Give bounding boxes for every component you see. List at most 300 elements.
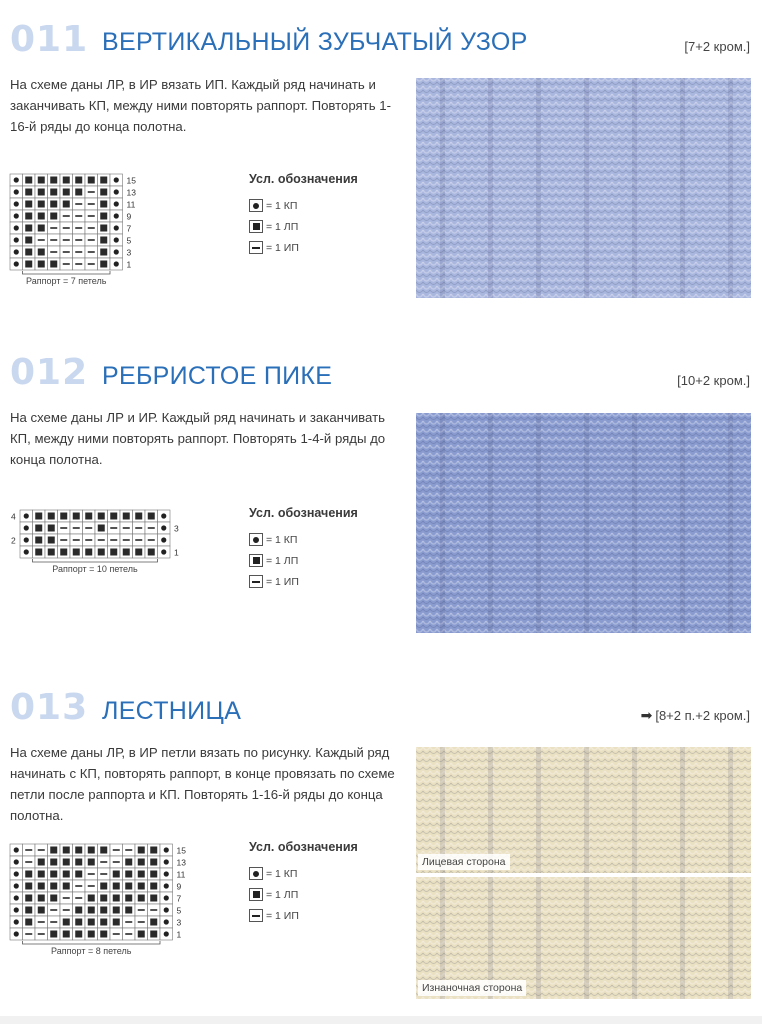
front-loop-stitch-mark bbox=[38, 213, 45, 220]
front-loop-stitch-mark bbox=[25, 919, 32, 926]
front-loop-stitch-mark bbox=[100, 847, 107, 854]
front-loop-stitch-mark bbox=[110, 513, 117, 520]
front-loop-stitch-mark bbox=[113, 871, 120, 878]
purl-stitch-mark bbox=[38, 933, 45, 935]
front-loop-stitch-mark bbox=[75, 871, 82, 878]
purl-stitch-mark bbox=[63, 215, 70, 217]
knit-stitch-mark bbox=[164, 883, 169, 888]
front-loop-stitch-mark bbox=[75, 189, 82, 196]
row-number-label: 13 bbox=[176, 857, 186, 868]
purl-stitch-mark bbox=[110, 539, 117, 541]
knit-stitch-mark bbox=[14, 225, 19, 230]
knit-stitch-mark bbox=[14, 919, 19, 924]
front-loop-stitch-mark bbox=[50, 883, 57, 890]
purl-stitch-mark bbox=[88, 251, 95, 253]
purl-stitch-mark bbox=[50, 251, 57, 253]
front-loop-stitch-mark bbox=[88, 907, 95, 914]
front-loop-stitch-mark bbox=[38, 189, 45, 196]
knit-stitch-mark bbox=[14, 213, 19, 218]
photo-caption: Лицевая сторона bbox=[418, 854, 510, 870]
legend-label: = 1 ЛП bbox=[266, 220, 299, 233]
purl-stitch-mark bbox=[113, 861, 120, 863]
purl-stitch-mark bbox=[38, 849, 45, 851]
front-loop-stitch-mark bbox=[63, 931, 70, 938]
front-loop-stitch-mark bbox=[125, 871, 132, 878]
knit-stitch-mark bbox=[164, 847, 169, 852]
front-loop-stitch-mark bbox=[150, 931, 157, 938]
front-loop-stitch-mark bbox=[75, 847, 82, 854]
purl-stitch-mark bbox=[63, 263, 70, 265]
row-number-label: 15 bbox=[126, 175, 136, 186]
front-loop-stitch-mark bbox=[100, 249, 107, 256]
front-loop-stitch-mark bbox=[135, 513, 142, 520]
row-number-label: 5 bbox=[126, 235, 132, 246]
front-loop-stitch-mark bbox=[63, 177, 70, 184]
knit-stitch-mark bbox=[14, 847, 19, 852]
purl-stitch-mark bbox=[88, 263, 95, 265]
knit-stitch-mark bbox=[24, 513, 29, 518]
knit-stitch-mark bbox=[161, 525, 166, 530]
front-loop-stitch-mark bbox=[148, 513, 155, 520]
purl-stitch-mark bbox=[50, 239, 57, 241]
knit-stitch-mark bbox=[164, 919, 169, 924]
front-loop-stitch-mark bbox=[50, 871, 57, 878]
purl-stitch-mark bbox=[38, 921, 45, 923]
legend-label: = 1 ЛП bbox=[266, 554, 299, 567]
purl-stitch-mark bbox=[113, 849, 120, 851]
front-loop-stitch-mark bbox=[25, 249, 32, 256]
pattern-photo-back bbox=[416, 877, 751, 999]
row-number-label: 1 bbox=[174, 547, 179, 558]
front-loop-stitch-mark bbox=[88, 859, 95, 866]
purl-stitch-mark bbox=[88, 227, 95, 229]
front-loop-stitch-mark bbox=[38, 177, 45, 184]
knit-stitch-mark bbox=[14, 871, 19, 876]
square-symbol-icon bbox=[249, 888, 263, 901]
knit-stitch-mark bbox=[164, 895, 169, 900]
front-loop-stitch-mark bbox=[25, 261, 32, 268]
row-number-label: 3 bbox=[176, 917, 182, 928]
front-loop-stitch-mark bbox=[85, 513, 92, 520]
purl-stitch-mark bbox=[63, 897, 70, 899]
front-loop-stitch-mark bbox=[35, 525, 42, 532]
knitting-chart bbox=[10, 174, 143, 290]
front-loop-stitch-mark bbox=[100, 895, 107, 902]
purl-stitch-mark bbox=[138, 921, 145, 923]
pattern-number: 013 bbox=[10, 687, 89, 728]
front-loop-stitch-mark bbox=[50, 895, 57, 902]
front-loop-stitch-mark bbox=[50, 261, 57, 268]
knit-stitch-mark bbox=[14, 859, 19, 864]
purl-stitch-mark bbox=[75, 897, 82, 899]
legend-title: Усл. обозначения bbox=[249, 506, 358, 520]
front-loop-stitch-mark bbox=[38, 201, 45, 208]
front-loop-stitch-mark bbox=[75, 931, 82, 938]
front-loop-stitch-mark bbox=[138, 883, 145, 890]
purl-stitch-mark bbox=[125, 849, 132, 851]
front-loop-stitch-mark bbox=[63, 919, 70, 926]
knit-stitch-mark bbox=[114, 177, 119, 182]
front-loop-stitch-mark bbox=[138, 931, 145, 938]
purl-stitch-mark bbox=[75, 227, 82, 229]
pattern-number: 012 bbox=[10, 352, 89, 393]
purl-stitch-mark bbox=[75, 215, 82, 217]
front-loop-stitch-mark bbox=[75, 919, 82, 926]
front-loop-stitch-mark bbox=[38, 249, 45, 256]
purl-stitch-mark bbox=[75, 263, 82, 265]
front-loop-stitch-mark bbox=[123, 549, 130, 556]
purl-stitch-mark bbox=[123, 527, 130, 529]
stitch-count: [7+2 кром.] bbox=[684, 39, 750, 54]
purl-stitch-mark bbox=[125, 921, 132, 923]
front-loop-stitch-mark bbox=[48, 525, 55, 532]
purl-stitch-mark bbox=[98, 539, 105, 541]
legend-item-knit bbox=[249, 529, 399, 550]
row-number-label: 13 bbox=[126, 187, 136, 198]
front-loop-stitch-mark bbox=[73, 549, 80, 556]
pattern-description: На схеме даны ЛР, в ИР вязать ИП. Каждый ряд начинать и заканчивать КП, между ними повторять раппорт. Повторять 1-16-й ряды до конца полотна. bbox=[10, 77, 391, 134]
purl-stitch-mark bbox=[25, 849, 32, 851]
photo-caption: Изнаночная сторона bbox=[418, 980, 526, 996]
front-loop-stitch-mark bbox=[48, 513, 55, 520]
purl-stitch-mark bbox=[123, 539, 130, 541]
front-loop-stitch-mark bbox=[113, 895, 120, 902]
front-loop-stitch-mark bbox=[138, 895, 145, 902]
front-loop-stitch-mark bbox=[25, 177, 32, 184]
front-loop-stitch-mark bbox=[38, 883, 45, 890]
purl-stitch-mark bbox=[88, 885, 95, 887]
front-loop-stitch-mark bbox=[100, 201, 107, 208]
pattern-title: ЛЕСТНИЦА bbox=[102, 697, 242, 725]
knit-stitch-mark bbox=[161, 537, 166, 542]
row-number-label: 1 bbox=[176, 929, 182, 940]
front-loop-stitch-mark bbox=[150, 919, 157, 926]
purl-stitch-mark bbox=[88, 203, 95, 205]
knit-stitch-mark bbox=[14, 931, 19, 936]
knit-stitch-mark bbox=[14, 907, 19, 912]
dash-symbol-icon bbox=[249, 909, 263, 922]
front-loop-stitch-mark bbox=[25, 225, 32, 232]
knit-stitch-mark bbox=[24, 537, 29, 542]
knit-stitch-mark bbox=[114, 189, 119, 194]
row-number-label: 3 bbox=[174, 523, 179, 534]
dot-symbol-icon bbox=[249, 867, 263, 880]
front-loop-stitch-mark bbox=[60, 513, 67, 520]
front-loop-stitch-mark bbox=[98, 525, 105, 532]
chart-svg bbox=[10, 174, 143, 290]
knit-stitch-mark bbox=[164, 871, 169, 876]
pattern-description: На схеме даны ЛР, в ИР петли вязать по рисунку. Каждый ряд начинать с КП, повторять раппорт, в конце провязать по схеме петли после раппорта и КП. Повторять 1-16-й ряды до конца полотна. bbox=[10, 745, 395, 823]
purl-stitch-mark bbox=[63, 909, 70, 911]
rapport-label: Раппорт = 8 петель bbox=[51, 946, 132, 956]
front-loop-stitch-mark bbox=[35, 513, 42, 520]
front-loop-stitch-mark bbox=[110, 549, 117, 556]
front-loop-stitch-mark bbox=[148, 549, 155, 556]
front-loop-stitch-mark bbox=[100, 919, 107, 926]
knit-stitch-mark bbox=[14, 261, 19, 266]
front-loop-stitch-mark bbox=[100, 261, 107, 268]
purl-stitch-mark bbox=[63, 239, 70, 241]
front-loop-stitch-mark bbox=[85, 549, 92, 556]
purl-stitch-mark bbox=[75, 251, 82, 253]
purl-stitch-mark bbox=[60, 539, 67, 541]
knit-stitch-mark bbox=[114, 237, 119, 242]
front-loop-stitch-mark bbox=[138, 859, 145, 866]
row-number-label: 9 bbox=[176, 881, 182, 892]
front-loop-stitch-mark bbox=[88, 895, 95, 902]
front-loop-stitch-mark bbox=[88, 919, 95, 926]
front-loop-stitch-mark bbox=[50, 859, 57, 866]
front-loop-stitch-mark bbox=[63, 847, 70, 854]
purl-stitch-mark bbox=[75, 203, 82, 205]
front-loop-stitch-mark bbox=[150, 847, 157, 854]
front-loop-stitch-mark bbox=[35, 549, 42, 556]
legend-label: = 1 КП bbox=[266, 533, 298, 546]
front-loop-stitch-mark bbox=[125, 907, 132, 914]
front-loop-stitch-mark bbox=[88, 847, 95, 854]
purl-stitch-mark bbox=[135, 527, 142, 529]
front-loop-stitch-mark bbox=[63, 859, 70, 866]
front-loop-stitch-mark bbox=[38, 859, 45, 866]
legend bbox=[249, 506, 399, 592]
purl-stitch-mark bbox=[110, 527, 117, 529]
front-loop-stitch-mark bbox=[100, 883, 107, 890]
dot-symbol-icon bbox=[249, 199, 263, 212]
row-number-label: 1 bbox=[126, 259, 132, 270]
purl-stitch-mark bbox=[63, 251, 70, 253]
square-symbol-icon bbox=[249, 220, 263, 233]
front-loop-stitch-mark bbox=[38, 261, 45, 268]
legend bbox=[249, 172, 399, 258]
row-number-label: 11 bbox=[126, 199, 136, 210]
front-loop-stitch-mark bbox=[50, 931, 57, 938]
purl-stitch-mark bbox=[148, 527, 155, 529]
front-loop-stitch-mark bbox=[98, 513, 105, 520]
front-loop-stitch-mark bbox=[100, 237, 107, 244]
knit-stitch-mark bbox=[114, 261, 119, 266]
front-loop-stitch-mark bbox=[38, 895, 45, 902]
knit-texture-image bbox=[416, 78, 751, 298]
purl-stitch-mark bbox=[125, 933, 132, 935]
front-loop-stitch-mark bbox=[138, 847, 145, 854]
pattern-photo bbox=[416, 413, 751, 633]
purl-stitch-mark bbox=[100, 873, 107, 875]
front-loop-stitch-mark bbox=[50, 201, 57, 208]
knit-stitch-mark bbox=[114, 213, 119, 218]
legend-label: = 1 ИП bbox=[266, 575, 299, 588]
front-loop-stitch-mark bbox=[38, 871, 45, 878]
knit-stitch-mark bbox=[24, 525, 29, 530]
front-loop-stitch-mark bbox=[50, 213, 57, 220]
legend-item-front-loop bbox=[249, 884, 399, 905]
front-loop-stitch-mark bbox=[100, 931, 107, 938]
purl-stitch-mark bbox=[50, 227, 57, 229]
purl-stitch-mark bbox=[88, 873, 95, 875]
legend-label: = 1 ИП bbox=[266, 909, 299, 922]
knit-stitch-mark bbox=[164, 931, 169, 936]
chart-svg bbox=[10, 844, 193, 960]
purl-stitch-mark bbox=[73, 539, 80, 541]
front-loop-stitch-mark bbox=[113, 883, 120, 890]
front-loop-stitch-mark bbox=[48, 537, 55, 544]
front-loop-stitch-mark bbox=[25, 907, 32, 914]
legend-title: Усл. обозначения bbox=[249, 840, 358, 854]
purl-stitch-mark bbox=[85, 539, 92, 541]
stitch-count bbox=[641, 708, 750, 722]
legend-label: = 1 КП bbox=[266, 867, 298, 880]
front-loop-stitch-mark bbox=[100, 225, 107, 232]
legend bbox=[249, 840, 399, 926]
knit-stitch-mark bbox=[114, 201, 119, 206]
purl-stitch-mark bbox=[88, 191, 95, 193]
knit-stitch-mark bbox=[14, 895, 19, 900]
purl-stitch-mark bbox=[75, 239, 82, 241]
purl-stitch-mark bbox=[25, 933, 32, 935]
purl-stitch-mark bbox=[85, 527, 92, 529]
purl-stitch-mark bbox=[73, 527, 80, 529]
knitting-chart bbox=[10, 510, 190, 578]
legend-item-front-loop bbox=[249, 550, 399, 571]
legend-item-purl bbox=[249, 905, 399, 926]
purl-stitch-mark bbox=[75, 885, 82, 887]
front-loop-stitch-mark bbox=[63, 883, 70, 890]
knit-stitch-mark bbox=[24, 549, 29, 554]
purl-stitch-mark bbox=[38, 239, 45, 241]
chart-svg bbox=[10, 510, 190, 578]
rapport-bracket bbox=[23, 941, 161, 944]
front-loop-stitch-mark bbox=[113, 907, 120, 914]
front-loop-stitch-mark bbox=[48, 549, 55, 556]
row-number-label: 5 bbox=[176, 905, 182, 916]
front-loop-stitch-mark bbox=[75, 907, 82, 914]
front-loop-stitch-mark bbox=[73, 513, 80, 520]
front-loop-stitch-mark bbox=[25, 895, 32, 902]
square-symbol-icon bbox=[249, 554, 263, 567]
dash-symbol-icon bbox=[249, 241, 263, 254]
stitch-count: [10+2 кром.] bbox=[677, 373, 750, 388]
pattern-photo-front bbox=[416, 747, 751, 873]
front-loop-stitch-mark bbox=[75, 177, 82, 184]
rapport-bracket bbox=[23, 271, 111, 274]
legend-label: = 1 ИП bbox=[266, 241, 299, 254]
purl-stitch-mark bbox=[60, 527, 67, 529]
row-number-label: 4 bbox=[11, 511, 16, 522]
knit-stitch-mark bbox=[114, 249, 119, 254]
legend-label: = 1 ЛП bbox=[266, 888, 299, 901]
front-loop-stitch-mark bbox=[63, 201, 70, 208]
purl-stitch-mark bbox=[148, 539, 155, 541]
front-loop-stitch-mark bbox=[88, 931, 95, 938]
row-number-label: 3 bbox=[126, 247, 132, 258]
front-loop-stitch-mark bbox=[138, 871, 145, 878]
knit-stitch-mark bbox=[164, 859, 169, 864]
front-loop-stitch-mark bbox=[125, 895, 132, 902]
front-loop-stitch-mark bbox=[63, 189, 70, 196]
front-loop-stitch-mark bbox=[25, 871, 32, 878]
row-number-label: 2 bbox=[11, 535, 16, 546]
front-loop-stitch-mark bbox=[35, 537, 42, 544]
purl-stitch-mark bbox=[138, 909, 145, 911]
knit-stitch-mark bbox=[14, 189, 19, 194]
front-loop-stitch-mark bbox=[63, 871, 70, 878]
knitting-chart bbox=[10, 844, 193, 960]
dash-symbol-icon bbox=[249, 575, 263, 588]
purl-stitch-mark bbox=[100, 861, 107, 863]
purl-stitch-mark bbox=[50, 921, 57, 923]
pattern-title: ВЕРТИКАЛЬНЫЙ ЗУБЧАТЫЙ УЗОР bbox=[102, 28, 528, 56]
front-loop-stitch-mark bbox=[150, 871, 157, 878]
legend-item-knit bbox=[249, 195, 399, 216]
purl-stitch-mark bbox=[150, 909, 157, 911]
front-loop-stitch-mark bbox=[100, 189, 107, 196]
front-loop-stitch-mark bbox=[125, 859, 132, 866]
front-loop-stitch-mark bbox=[123, 513, 130, 520]
knit-stitch-mark bbox=[114, 225, 119, 230]
purl-stitch-mark bbox=[88, 239, 95, 241]
knit-stitch-mark bbox=[14, 237, 19, 242]
rapport-label: Раппорт = 7 петель bbox=[26, 276, 107, 286]
knit-stitch-mark bbox=[14, 883, 19, 888]
row-number-label: 9 bbox=[126, 211, 132, 222]
front-loop-stitch-mark bbox=[50, 189, 57, 196]
pattern-description: На схеме даны ЛР и ИР. Каждый ряд начинать и заканчивать КП, между ними повторять раппорт. Повторять 1-4-й ряды до конца полотна. bbox=[10, 410, 386, 467]
front-loop-stitch-mark bbox=[125, 883, 132, 890]
knit-stitch-mark bbox=[14, 201, 19, 206]
knit-stitch-mark bbox=[14, 177, 19, 182]
front-loop-stitch-mark bbox=[113, 919, 120, 926]
legend-item-front-loop bbox=[249, 216, 399, 237]
row-number-label: 7 bbox=[126, 223, 132, 234]
knit-stitch-mark bbox=[14, 249, 19, 254]
front-loop-stitch-mark bbox=[38, 907, 45, 914]
arrow-right-icon: ➡ bbox=[640, 707, 653, 723]
front-loop-stitch-mark bbox=[25, 201, 32, 208]
front-loop-stitch-mark bbox=[38, 225, 45, 232]
pattern-title: РЕБРИСТОЕ ПИКЕ bbox=[102, 362, 333, 390]
front-loop-stitch-mark bbox=[100, 177, 107, 184]
legend-item-purl bbox=[249, 237, 399, 258]
knit-stitch-mark bbox=[161, 549, 166, 554]
front-loop-stitch-mark bbox=[150, 859, 157, 866]
front-loop-stitch-mark bbox=[60, 549, 67, 556]
page-bottom-strip bbox=[0, 1016, 762, 1024]
front-loop-stitch-mark bbox=[50, 177, 57, 184]
pattern-number: 011 bbox=[10, 19, 89, 60]
purl-stitch-mark bbox=[88, 215, 95, 217]
legend-title: Усл. обозначения bbox=[249, 172, 358, 186]
pattern-photo bbox=[416, 78, 751, 298]
purl-stitch-mark bbox=[25, 861, 32, 863]
front-loop-stitch-mark bbox=[135, 549, 142, 556]
front-loop-stitch-mark bbox=[25, 189, 32, 196]
row-number-label: 15 bbox=[176, 845, 186, 856]
row-number-label: 7 bbox=[176, 893, 182, 904]
front-loop-stitch-mark bbox=[150, 883, 157, 890]
purl-stitch-mark bbox=[135, 539, 142, 541]
front-loop-stitch-mark bbox=[88, 177, 95, 184]
purl-stitch-mark bbox=[113, 933, 120, 935]
front-loop-stitch-mark bbox=[150, 895, 157, 902]
front-loop-stitch-mark bbox=[100, 907, 107, 914]
purl-stitch-mark bbox=[63, 227, 70, 229]
stitch-count-text: [8+2 п.+2 кром.] bbox=[655, 708, 750, 723]
front-loop-stitch-mark bbox=[25, 883, 32, 890]
legend-item-knit bbox=[249, 863, 399, 884]
front-loop-stitch-mark bbox=[75, 859, 82, 866]
front-loop-stitch-mark bbox=[100, 213, 107, 220]
knit-texture-image bbox=[416, 413, 751, 633]
knit-stitch-mark bbox=[161, 513, 166, 518]
